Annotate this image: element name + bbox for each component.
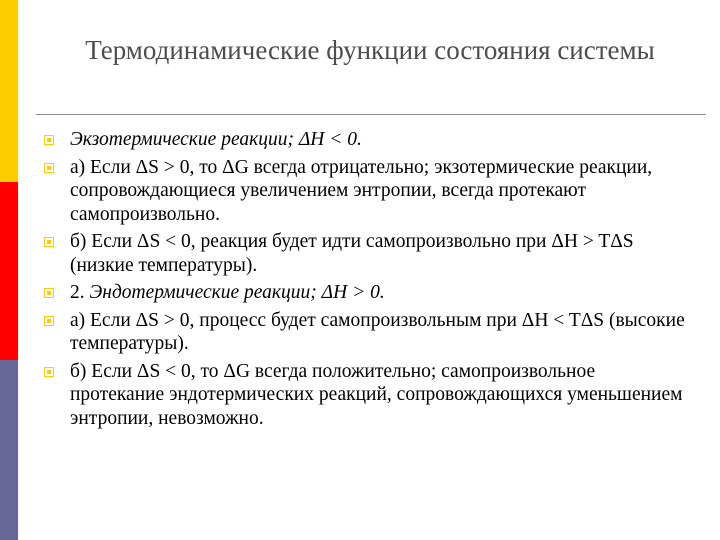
item-italic-text: Эндотермические реакции; ΔH > 0. [89, 282, 385, 303]
side-bar-yellow [0, 0, 18, 182]
list-item [44, 281, 694, 305]
list-item [44, 360, 694, 431]
list-item [44, 156, 694, 227]
side-bar-red [0, 182, 18, 360]
square-bullet-icon [44, 288, 54, 298]
item-text: б) Если ΔS < 0, то ΔG всегда положительно; самопроизвольное протекание эндотермических реакций, сопровождающихся уменьшением энтропии, невозможно. [70, 360, 683, 429]
item-text: а) Если ΔS > 0, то ΔG всегда отрицательно; экзотермические реакции, сопровождающиеся увеличением энтропии, всегда протекают самопроизвольно. [70, 156, 653, 225]
item-italic-text: Экзотермические реакции; ΔH < 0. [70, 129, 362, 150]
item-text: 2. [70, 282, 90, 303]
square-bullet-icon [44, 163, 54, 173]
list-item [44, 128, 694, 152]
square-bullet-icon [44, 316, 54, 326]
bullet-list [44, 128, 694, 434]
square-bullet-icon [44, 237, 54, 247]
title-divider [36, 114, 706, 115]
side-bar-purple [0, 360, 18, 540]
slide-title: Термодинамические функции состояния системы [85, 35, 655, 65]
square-bullet-icon [44, 367, 54, 377]
square-bullet-icon [44, 135, 54, 145]
item-text: а) Если ΔS > 0, процесс будет самопроизвольным при ΔH < TΔS (высокие температуры). [70, 309, 685, 354]
list-item [44, 230, 694, 277]
list-item [44, 309, 694, 356]
item-text: б) Если ΔS < 0, реакция будет идти самопроизвольно при ΔH > TΔS (низкие температуры). [70, 231, 634, 276]
